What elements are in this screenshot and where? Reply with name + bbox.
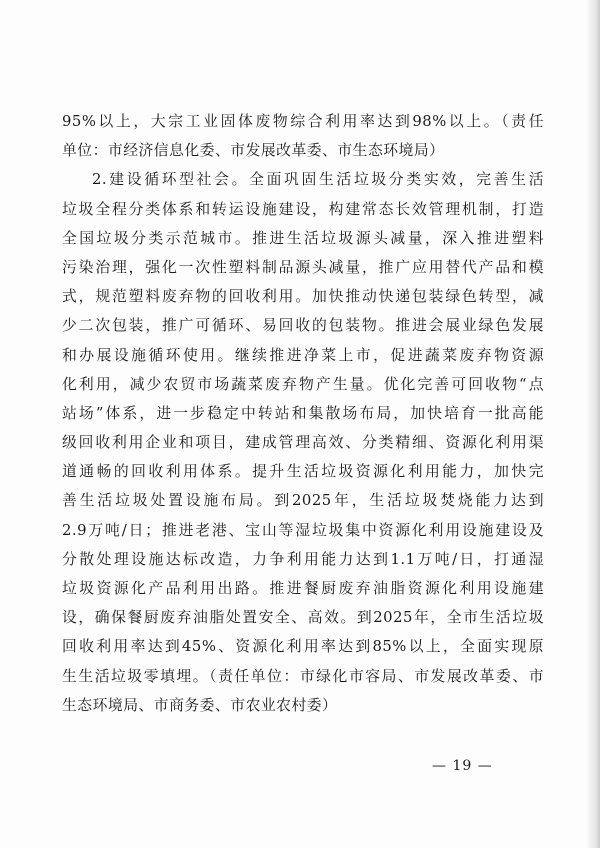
- text-line-17: 垃圾资源化产品利用出路。推进餐厨废弃油脂资源化利用设施建: [62, 580, 544, 597]
- text-line-18: 设，确保餐厨废弃油脂处置安全、高效。到2025年，全市生活垃圾: [62, 609, 544, 627]
- text-line-16: 分散处理设施达标改造，力争利用能力达到1.1万吨/日，打通湿: [62, 550, 544, 568]
- text-line-21: 生态环境局、市商务委、市农业农村委）: [62, 696, 338, 714]
- text-line-13: 道通畅的回收利用体系。提升生活垃圾资源化利用能力，加快完: [62, 463, 544, 481]
- text-line-9: 和办展设施循环使用。继续推进净菜上市，促进蔬菜废弃物资源: [62, 346, 544, 364]
- text-line-8: 少二次包装，推广可循环、易回收的包装物。推进会展业绿色发展: [62, 317, 544, 335]
- text-line-19: 回收利用率达到45%、资源化利用率达到85%以上，全面实现原: [62, 638, 544, 656]
- text-line-6: 污染治理，强化一次性塑料制品源头减量，推广应用替代产品和模: [62, 258, 544, 276]
- text-line-10: 化利用，减少农贸市场蔬菜废弃物产生量。优化完善可回收物“点: [62, 375, 544, 393]
- text-line-11: 站场”体系，进一步稳定中转站和集散场布局，加快培育一批高能: [62, 404, 544, 422]
- page-number: — 19 —: [432, 758, 493, 774]
- body-text: [62, 107, 544, 720]
- text-line-1: 95%以上，大宗工业固体废物综合利用率达到98%以上。（责任: [62, 113, 544, 130]
- text-line-14: 善生活垃圾处置设施布局。到2025年，生活垃圾焚烧能力达到: [62, 492, 544, 510]
- text-line-20: 生生活垃圾零填埋。（责任单位：市绿化市容局、市发展改革委、市: [62, 667, 544, 685]
- page-edge-shadow: [586, 0, 600, 848]
- text-line-5: 全国垃圾分类示范城市。推进生活垃圾源头减量，深入推进塑料: [62, 229, 544, 247]
- text-line-15: 2.9万吨/日；推进老港、宝山等湿垃圾集中资源化利用设施建设及: [62, 521, 544, 539]
- text-line-3: 2.建设循环型社会。全面巩固生活垃圾分类实效，完善生活: [92, 171, 544, 189]
- text-line-7: 式，规范塑料废弃物的回收利用。加快推动快递包装绿色转型，减: [62, 288, 544, 306]
- text-line-4: 垃圾全程分类体系和转运设施建设，构建常态长效管理机制，打造: [62, 200, 544, 218]
- text-line-2: 单位：市经济信息化委、市发展改革委、市生态环境局）: [62, 142, 445, 160]
- text-line-12: 级回收利用企业和项目，建成管理高效、分类精细、资源化利用渠: [62, 434, 544, 452]
